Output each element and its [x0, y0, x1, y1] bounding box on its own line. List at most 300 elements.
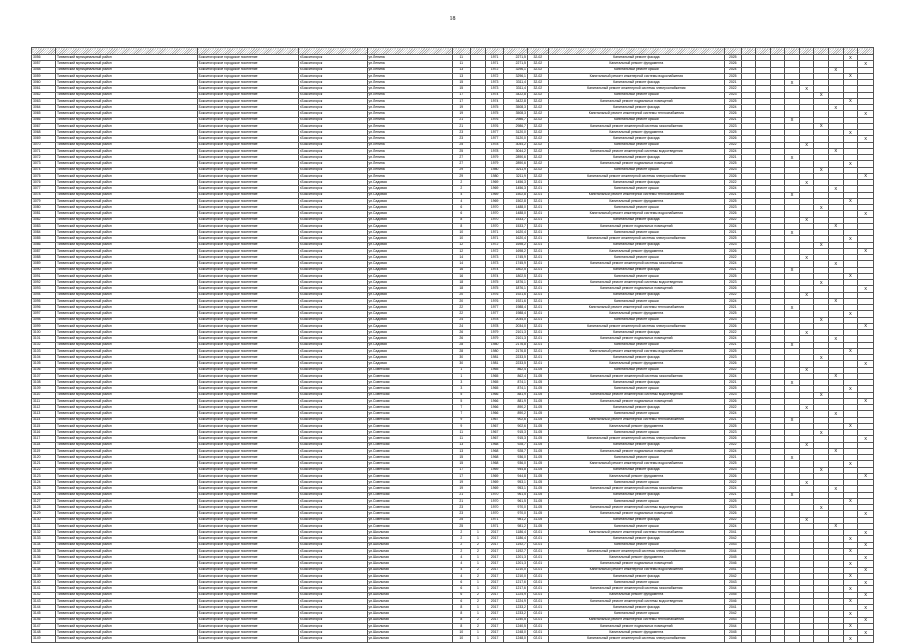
start-year-cell: 2022: [724, 517, 741, 523]
district-cell: Тихвинский муниципальный район: [55, 86, 197, 92]
mark-cell: X: [858, 542, 874, 548]
work-type-cell: Капитальный ремонт фасада: [548, 405, 724, 411]
area-cell: 890,2: [503, 405, 527, 411]
district-cell: Тихвинский муниципальный район: [55, 98, 197, 104]
street-cell: ул.Ленина: [367, 92, 452, 98]
year-cell: 1970: [486, 492, 504, 498]
year-cell: 1979: [486, 155, 504, 161]
house-cell: 17: [452, 467, 470, 473]
mark-cell: X: [814, 505, 829, 511]
code-cell: 32-02: [527, 167, 548, 173]
settlement-cell: Бокситогорское городское поселение: [197, 142, 298, 148]
area-cell: 902,6: [503, 417, 527, 423]
year-cell: 1967: [486, 417, 504, 423]
start-year-cell: 2025: [724, 311, 741, 317]
settlement-cell: Бокситогорское городское поселение: [197, 123, 298, 129]
district-cell: Тихвинский муниципальный район: [55, 398, 197, 404]
house-cell: 19: [452, 105, 470, 111]
year-cell: 1967: [486, 430, 504, 436]
street-cell: ул.Садовая: [367, 211, 452, 217]
year-cell: 1968: [486, 461, 504, 467]
area-cell: 3508,3: [503, 111, 527, 117]
area-cell: 961,5: [503, 498, 527, 504]
start-year-cell: 2023: [724, 167, 741, 173]
code-cell: 02-01: [527, 636, 548, 642]
district-cell: Тихвинский муниципальный район: [55, 198, 197, 204]
code-cell: 02-01: [527, 623, 548, 629]
id-cell: 3143: [32, 598, 56, 604]
id-cell: 3066: [32, 117, 56, 123]
year-cell: 1975: [486, 286, 504, 292]
house-cell: 15: [452, 86, 470, 92]
code-cell: 32-01: [527, 286, 548, 292]
street-cell: ул.Советская: [367, 473, 452, 479]
district-cell: Тихвинский муниципальный район: [55, 536, 197, 542]
work-type-cell: Капитальный ремонт фасада: [548, 467, 724, 473]
code-cell: 32-01: [527, 280, 548, 286]
town-cell: г.Бокситогорск: [298, 286, 367, 292]
street-cell: ул.Советская: [367, 392, 452, 398]
district-cell: Тихвинский муниципальный район: [55, 611, 197, 617]
town-cell: г.Бокситогорск: [298, 498, 367, 504]
mark-cell: X: [858, 361, 874, 367]
district-cell: Тихвинский муниципальный район: [55, 61, 197, 67]
id-cell: 3121: [32, 461, 56, 467]
header-cell: [486, 48, 504, 55]
town-cell: г.Бокситогорск: [298, 492, 367, 498]
id-cell: 3119: [32, 448, 56, 454]
area-cell: 874,1: [503, 380, 527, 386]
area-cell: 1745,9: [503, 255, 527, 261]
district-cell: Тихвинский муниципальный район: [55, 636, 197, 642]
start-year-cell: 2026: [724, 136, 741, 142]
mark-cell: [785, 636, 800, 642]
id-cell: 3065: [32, 111, 56, 117]
start-year-cell: 2021: [724, 155, 741, 161]
start-year-cell: 2041: [724, 605, 741, 611]
house-cell: 15: [452, 455, 470, 461]
town-cell: г.Бокситогорск: [298, 411, 367, 417]
year-cell: 1977: [486, 305, 504, 311]
street-cell: ул.Советская: [367, 498, 452, 504]
settlement-cell: Бокситогорское городское поселение: [197, 461, 298, 467]
start-year-cell: 2023: [724, 430, 741, 436]
town-cell: г.Бокситогорск: [298, 442, 367, 448]
street-cell: ул.Садовая: [367, 230, 452, 236]
mark-cell: [741, 636, 756, 642]
house-cell: 25: [452, 142, 470, 148]
code-cell: 32-01: [527, 236, 548, 242]
house-cell: 3: [452, 386, 470, 392]
mark-cell: X: [814, 167, 829, 173]
year-cell: 1976: [486, 117, 504, 123]
year-cell: 1979: [486, 161, 504, 167]
work-type-cell: Капитальный ремонт фундамента: [548, 198, 724, 204]
district-cell: Тихвинский муниципальный район: [55, 148, 197, 154]
town-cell: г.Бокситогорск: [298, 617, 367, 623]
house-cell: 23: [452, 511, 470, 517]
code-cell: 31-05: [527, 473, 548, 479]
street-cell: ул.Ленина: [367, 173, 452, 179]
street-cell: ул.Школьная: [367, 592, 452, 598]
mark-cell: X: [785, 492, 800, 498]
mark-cell: X: [785, 80, 800, 86]
district-cell: Тихвинский муниципальный район: [55, 55, 197, 61]
area-cell: 3044,2: [503, 142, 527, 148]
year-cell: 2017: [486, 530, 504, 536]
code-cell: 02-01: [527, 567, 548, 573]
street-cell: ул.Садовая: [367, 286, 452, 292]
house-cell: 2: [452, 548, 470, 554]
town-cell: г.Бокситогорск: [298, 567, 367, 573]
mark-cell: X: [785, 230, 800, 236]
year-cell: 1977: [486, 130, 504, 136]
code-cell: 31-05: [527, 480, 548, 486]
settlement-cell: Бокситогорское городское поселение: [197, 542, 298, 548]
town-cell: г.Бокситогорск: [298, 192, 367, 198]
house-cell: 9: [452, 423, 470, 429]
work-type-cell: Капитальный ремонт инженерной системы водоснабжения: [548, 348, 724, 354]
mark-cell: X: [843, 273, 858, 279]
area-cell: 936,0: [503, 461, 527, 467]
street-cell: ул.Советская: [367, 467, 452, 473]
mark-cell: [829, 636, 844, 642]
settlement-cell: Бокситогорское городское поселение: [197, 511, 298, 517]
corp-cell: 2: [470, 548, 486, 554]
start-year-cell: 2023: [724, 280, 741, 286]
corp-cell: 2: [470, 592, 486, 598]
code-cell: 31-05: [527, 373, 548, 379]
house-cell: 30: [452, 361, 470, 367]
street-cell: ул.Советская: [367, 511, 452, 517]
settlement-cell: Бокситогорское городское поселение: [197, 205, 298, 211]
year-cell: 1970: [486, 211, 504, 217]
district-cell: Тихвинский муниципальный район: [55, 523, 197, 529]
settlement-cell: Бокситогорское городское поселение: [197, 623, 298, 629]
mark-cell: X: [858, 61, 874, 67]
code-cell: 31-05: [527, 448, 548, 454]
id-cell: 3087: [32, 248, 56, 254]
district-cell: Тихвинский муниципальный район: [55, 455, 197, 461]
corp-cell: 2: [470, 573, 486, 579]
town-cell: г.Бокситогорск: [298, 211, 367, 217]
header-cell: [829, 48, 844, 55]
area-cell: 3296,1: [503, 73, 527, 79]
work-type-cell: Капитальный ремонт подвальных помещений: [548, 223, 724, 229]
id-cell: 3097: [32, 311, 56, 317]
year-cell: 1975: [486, 111, 504, 117]
corp-cell: 1: [470, 555, 486, 561]
mark-cell: X: [858, 136, 874, 142]
code-cell: 02-01: [527, 555, 548, 561]
town-cell: г.Бокситогорск: [298, 480, 367, 486]
area-cell: 1745,9: [503, 261, 527, 267]
work-type-cell: Капитальный ремонт инженерной системы теплоснабжения: [548, 305, 724, 311]
house-cell: 25: [452, 148, 470, 154]
corp-cell: 2: [470, 598, 486, 604]
start-year-cell: 2023: [724, 392, 741, 398]
house-cell: 18: [452, 280, 470, 286]
mark-cell: X: [843, 611, 858, 617]
street-cell: ул.Школьная: [367, 623, 452, 629]
town-cell: г.Бокситогорск: [298, 111, 367, 117]
header-cell: [503, 48, 527, 55]
start-year-cell: 2022: [724, 255, 741, 261]
start-year-cell: 2026: [724, 323, 741, 329]
street-cell: ул.Школьная: [367, 636, 452, 642]
start-year-cell: 2025: [724, 73, 741, 79]
street-cell: ул.Советская: [367, 417, 452, 423]
district-cell: Тихвинский муниципальный район: [55, 448, 197, 454]
district-cell: Тихвинский муниципальный район: [55, 567, 197, 573]
year-cell: 1974: [486, 267, 504, 273]
mark-cell: [814, 636, 829, 642]
district-cell: Тихвинский муниципальный район: [55, 380, 197, 386]
house-cell: 4: [452, 555, 470, 561]
settlement-cell: Бокситогорское городское поселение: [197, 630, 298, 636]
mark-cell: X: [799, 86, 814, 92]
area-cell: 1533,7: [503, 223, 527, 229]
id-cell: 3112: [32, 405, 56, 411]
mark-cell: X: [829, 67, 844, 73]
start-year-cell: 2021: [724, 192, 741, 198]
start-year-cell: 2041: [724, 530, 741, 536]
id-cell: 3056: [32, 55, 56, 61]
area-cell: 2986,7: [503, 123, 527, 129]
house-cell: 23: [452, 505, 470, 511]
id-cell: 3090: [32, 267, 56, 273]
settlement-cell: Бокситогорское городское поселение: [197, 473, 298, 479]
work-type-cell: Капитальный ремонт фундамента: [548, 130, 724, 136]
town-cell: г.Бокситогорск: [298, 405, 367, 411]
code-cell: 32-01: [527, 198, 548, 204]
work-type-cell: Капитальный ремонт крыши: [548, 317, 724, 323]
house-cell: 14: [452, 255, 470, 261]
code-cell: 31-05: [527, 398, 548, 404]
code-cell: 32-01: [527, 330, 548, 336]
year-cell: 2017: [486, 573, 504, 579]
district-cell: Тихвинский муниципальный район: [55, 630, 197, 636]
house-cell: 11: [452, 430, 470, 436]
mark-cell: X: [814, 280, 829, 286]
house-cell: 25: [452, 517, 470, 523]
year-cell: 1972: [486, 248, 504, 254]
code-cell: 32-01: [527, 348, 548, 354]
work-type-cell: Капитальный ремонт фасада: [548, 492, 724, 498]
work-type-cell: Капитальный ремонт крыши: [548, 186, 724, 192]
district-cell: Тихвинский муниципальный район: [55, 92, 197, 98]
district-cell: Тихвинский муниципальный район: [55, 330, 197, 336]
town-cell: г.Бокситогорск: [298, 242, 367, 248]
id-cell: 3149: [32, 636, 56, 642]
town-cell: г.Бокситогорск: [298, 580, 367, 586]
id-cell: 3136: [32, 555, 56, 561]
street-cell: ул.Советская: [367, 386, 452, 392]
code-cell: 32-02: [527, 155, 548, 161]
settlement-cell: Бокситогорское городское поселение: [197, 98, 298, 104]
town-cell: г.Бокситогорск: [298, 636, 367, 642]
house-cell: 27: [452, 155, 470, 161]
district-cell: Тихвинский муниципальный район: [55, 73, 197, 79]
area-cell: 944,8: [503, 473, 527, 479]
settlement-cell: Бокситогорское городское поселение: [197, 561, 298, 567]
work-type-cell: Капитальный ремонт инженерной системы водоснабжения: [548, 211, 724, 217]
town-cell: г.Бокситогорск: [298, 523, 367, 529]
area-cell: 2233,5: [503, 355, 527, 361]
town-cell: г.Бокситогорск: [298, 555, 367, 561]
street-cell: ул.Советская: [367, 486, 452, 492]
mark-cell: X: [799, 367, 814, 373]
id-cell: 3069: [32, 136, 56, 142]
house-cell: 10: [452, 630, 470, 636]
area-cell: 1233,2: [503, 611, 527, 617]
id-cell: 3144: [32, 605, 56, 611]
settlement-cell: Бокситогорское городское поселение: [197, 505, 298, 511]
mark-cell: X: [858, 605, 874, 611]
start-year-cell: 2043: [724, 542, 741, 548]
mark-cell: X: [858, 473, 874, 479]
district-cell: Тихвинский муниципальный район: [55, 105, 197, 111]
table-body: [32, 55, 874, 643]
area-cell: 1698,2: [503, 248, 527, 254]
code-cell: 32-02: [527, 161, 548, 167]
mark-cell: X: [858, 592, 874, 598]
district-cell: Тихвинский муниципальный район: [55, 305, 197, 311]
mark-cell: X: [843, 586, 858, 592]
house-cell: 13: [452, 73, 470, 79]
town-cell: г.Бокситогорск: [298, 505, 367, 511]
header-cell: [741, 48, 756, 55]
street-cell: ул.Советская: [367, 436, 452, 442]
settlement-cell: Бокситогорское городское поселение: [197, 180, 298, 186]
corp-cell: 1: [470, 561, 486, 567]
district-cell: Тихвинский муниципальный район: [55, 505, 197, 511]
work-type-cell: Капитальный ремонт инженерной системы газоснабжения: [548, 123, 724, 129]
house-cell: 10: [452, 236, 470, 242]
house-cell: 11: [452, 61, 470, 67]
work-type-cell: Капитальный ремонт фундамента: [548, 592, 724, 598]
house-cell: 10: [452, 230, 470, 236]
street-cell: ул.Ленина: [367, 155, 452, 161]
year-cell: 1973: [486, 261, 504, 267]
mark-cell: X: [785, 155, 800, 161]
house-cell: 26: [452, 330, 470, 336]
code-cell: 31-05: [527, 430, 548, 436]
register-table-container: [31, 47, 874, 643]
header-cell: [367, 48, 452, 55]
area-cell: 1217,6: [503, 580, 527, 586]
area-cell: 953,1: [503, 486, 527, 492]
mark-cell: [799, 636, 814, 642]
street-cell: ул.Садовая: [367, 311, 452, 317]
settlement-cell: Бокситогорское городское поселение: [197, 198, 298, 204]
start-year-cell: 2021: [724, 417, 741, 423]
mark-cell: X: [799, 330, 814, 336]
town-cell: г.Бокситогорск: [298, 623, 367, 629]
street-cell: ул.Школьная: [367, 605, 452, 611]
start-year-cell: 2022: [724, 367, 741, 373]
code-cell: 32-02: [527, 111, 548, 117]
work-type-cell: Капитальный ремонт фасада: [548, 80, 724, 86]
street-cell: ул.Садовая: [367, 242, 452, 248]
street-cell: ул.Школьная: [367, 598, 452, 604]
district-cell: Тихвинский муниципальный район: [55, 67, 197, 73]
street-cell: ул.Садовая: [367, 205, 452, 211]
house-cell: 5: [452, 392, 470, 398]
mark-cell: X: [814, 430, 829, 436]
house-cell: 16: [452, 267, 470, 273]
settlement-cell: Бокситогорское городское поселение: [197, 442, 298, 448]
corp-cell: 2: [470, 567, 486, 573]
house-cell: 12: [452, 242, 470, 248]
work-type-cell: Капитальный ремонт инженерной системы газоснабжения: [548, 261, 724, 267]
start-year-cell: 2046: [724, 636, 741, 642]
work-type-cell: Капитальный ремонт инженерной системы теплоснабжения: [548, 192, 724, 198]
area-cell: 915,3: [503, 436, 527, 442]
start-year-cell: 2023: [724, 505, 741, 511]
code-cell: 31-05: [527, 505, 548, 511]
settlement-cell: Бокситогорское городское поселение: [197, 186, 298, 192]
id-cell: 3101: [32, 336, 56, 342]
code-cell: 32-01: [527, 267, 548, 273]
street-cell: ул.Школьная: [367, 536, 452, 542]
house-cell: 26: [452, 336, 470, 342]
district-cell: Тихвинский муниципальный район: [55, 123, 197, 129]
settlement-cell: Бокситогорское городское поселение: [197, 55, 298, 61]
code-cell: 02-01: [527, 548, 548, 554]
settlement-cell: Бокситогорское городское поселение: [197, 536, 298, 542]
code-cell: 02-01: [527, 598, 548, 604]
house-cell: 24: [452, 323, 470, 329]
district-cell: Тихвинский муниципальный район: [55, 136, 197, 142]
code-cell: 32-02: [527, 117, 548, 123]
id-cell: 3142: [32, 592, 56, 598]
area-cell: 3044,2: [503, 148, 527, 154]
town-cell: г.Бокситогорск: [298, 136, 367, 142]
house-cell: 9: [452, 417, 470, 423]
mark-cell: X: [829, 448, 844, 454]
area-cell: 928,7: [503, 448, 527, 454]
code-cell: 31-05: [527, 523, 548, 529]
settlement-cell: Бокситогорское городское поселение: [197, 367, 298, 373]
street-cell: ул.Садовая: [367, 336, 452, 342]
mark-cell: X: [843, 548, 858, 554]
mark-cell: X: [858, 580, 874, 586]
house-cell: 2: [452, 186, 470, 192]
mark-cell: X: [829, 105, 844, 111]
area-cell: 1210,0: [503, 573, 527, 579]
house-cell: 20: [452, 292, 470, 298]
corp-cell: 2: [470, 617, 486, 623]
mark-cell: X: [799, 217, 814, 223]
start-year-cell: 2044: [724, 586, 741, 592]
district-cell: Тихвинский муниципальный район: [55, 248, 197, 254]
area-cell: 2986,7: [503, 117, 527, 123]
year-cell: 1980: [486, 173, 504, 179]
settlement-cell: Бокситогорское городское поселение: [197, 392, 298, 398]
work-type-cell: Капитальный ремонт фундамента: [548, 61, 724, 67]
id-cell: 3137: [32, 561, 56, 567]
area-cell: 1620,4: [503, 230, 527, 236]
start-year-cell: 2024: [724, 261, 741, 267]
start-year-cell: 2024: [724, 105, 741, 111]
work-type-cell: Капитальный ремонт крыши: [548, 386, 724, 392]
town-cell: г.Бокситогорск: [298, 417, 367, 423]
id-cell: 3077: [32, 186, 56, 192]
id-cell: 3093: [32, 286, 56, 292]
house-cell: 29: [452, 167, 470, 173]
town-cell: г.Бокситогорск: [298, 330, 367, 336]
